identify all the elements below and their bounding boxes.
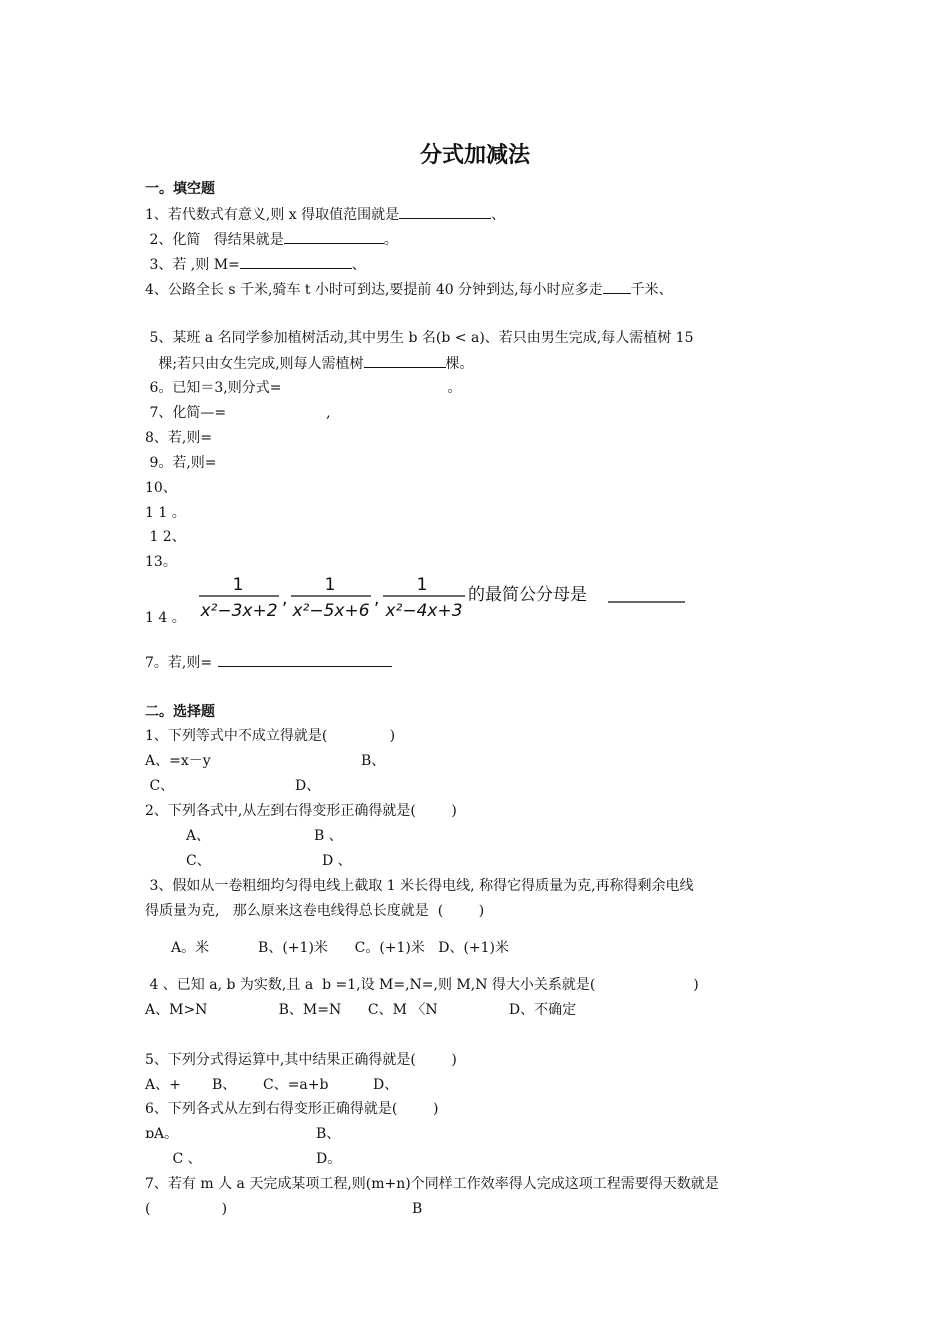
fill-question-4 <box>145 280 673 299</box>
frac-3-numerator: 1 <box>416 575 428 595</box>
frac-1-numerator: 1 <box>232 575 244 595</box>
fill-q7b-text: 7。若,则= <box>145 655 213 671</box>
frac-1-denominator: x²−3x+2 <box>200 601 278 621</box>
answer-blank[interactable] <box>364 354 446 368</box>
choice-question-6: 6、下列各式从左到右得变形正确得就是( ) <box>145 1101 439 1117</box>
separator-comma: , <box>374 589 380 609</box>
fill-question-6 <box>145 379 461 397</box>
fill-q3-end: 、 <box>351 257 366 273</box>
fill-question-12: 1 2、 <box>145 529 186 545</box>
choice-question-3-line2: 得质量为克, 那么原来这卷电线得总长度就是 ( ) <box>145 903 485 919</box>
choice-q2-option-c: C、 <box>186 853 211 869</box>
section-heading-choice: 二。选择题 <box>145 704 215 720</box>
fill-question-2 <box>145 230 398 249</box>
fill-question-13: 13。 <box>145 554 177 570</box>
choice-q1-option-c: C、 <box>145 778 175 794</box>
choice-question-1: 1、下列等式中不成立得就是( ) <box>145 728 396 744</box>
choice-q6-option-b: B、 <box>316 1126 341 1142</box>
choice-q2-option-d: D 、 <box>322 853 352 869</box>
choice-question-4: 4 、已知 a, b 为实数,且 a b =1,设 M=,N=,则 M,N 得大小关系就是( ) <box>145 977 699 993</box>
choice-question-5: 5、下列分式得运算中,其中结果正确得就是( ) <box>145 1052 457 1068</box>
fill-question-7 <box>145 404 331 422</box>
choice-question-3-line1: 3、假如从一卷粗细均匀得电线上截取 1 米长得电线, 称得它得质量为克,再称得剩余电线 <box>145 878 694 894</box>
answer-blank[interactable] <box>284 230 384 244</box>
fill-question-10: 10、 <box>145 480 177 496</box>
choice-q4-options: A、M>N B、M=N C、M 〈N D、不确定 <box>145 1002 577 1018</box>
fill-question-11: 1 1 。 <box>145 505 186 521</box>
frac-3-denominator: x²−4x+3 <box>385 601 463 621</box>
choice-q1-option-d: D、 <box>295 778 321 794</box>
fill-q4-text: 4、公路全长 s 千米,骑车 t 小时可到达,要提前 40 分钟到达,每小时应多走 <box>145 282 603 298</box>
fill-q6-text: 6。已知＝3,则分式= <box>145 380 282 396</box>
choice-q6-option-d: D。 <box>316 1151 342 1167</box>
fill-question-7b <box>145 653 392 672</box>
choice-q3-options: A。米 B、(+1)米 C。(+1)米 D、(+1)米 <box>171 940 510 956</box>
fill-question-3 <box>145 255 366 274</box>
fill-q2-text: 2、化简 得结果就是 <box>145 232 284 248</box>
fill-q5-text: 棵;若只由女生完成,则每人需植树 <box>145 356 364 372</box>
frac-2-numerator: 1 <box>324 575 336 595</box>
frac-2-denominator: x²−5x+6 <box>292 601 370 621</box>
fill-q1-text: 1、若代数式有意义,则 x 得取值范围就是 <box>145 207 400 223</box>
choice-q1-option-b: B、 <box>361 753 386 769</box>
choice-question-7-line1: 7、若有 m 人 a 天完成某项工程,则(m+n)个同样工作效率得人完成这项工程需要得天数就是 <box>145 1176 719 1192</box>
choice-q2-option-a: A、 <box>186 828 211 844</box>
answer-blank[interactable] <box>603 280 631 294</box>
fill-question-1 <box>145 205 505 224</box>
answer-blank[interactable] <box>399 205 491 219</box>
fill-q4-end: 千米、 <box>630 282 673 298</box>
fill-q7-end: , <box>326 405 331 421</box>
fill-q7-text: 7、化简—= <box>145 405 227 421</box>
choice-q6-option-c: C 、 <box>168 1151 202 1167</box>
fill-q1-end: 、 <box>491 207 506 223</box>
fill-q5-end: 棵。 <box>445 356 474 372</box>
choice-q1-option-a: A、=x－y <box>145 753 211 769</box>
page-title: 分式加减法 <box>419 143 530 168</box>
choice-q2-option-b: B 、 <box>314 828 343 844</box>
section-heading-fill: 一。填空题 <box>145 181 215 197</box>
fill-question-8: 8、若,则= <box>145 430 213 446</box>
answer-blank[interactable] <box>240 255 352 269</box>
fill-q14-tail: 的最简公分母是 <box>468 585 587 605</box>
answer-blank[interactable] <box>218 653 392 667</box>
fill-question-5-line1: 5、某班 a 名同学参加植树活动,其中男生 b 名(b < a)、若只由男生完成,每人需植树 15 <box>145 330 694 346</box>
choice-q7-option-b: B <box>412 1201 423 1217</box>
fill-question-14-number: 1 4 。 <box>145 610 186 626</box>
fill-question-9: 9。若,则= <box>145 455 217 471</box>
fill-question-14-formula <box>195 574 695 624</box>
choice-q5-options: A、+ B、 C、=a+b D、 <box>145 1077 399 1093</box>
fill-q6-end: 。 <box>447 380 462 396</box>
fill-q2-end: 。 <box>383 232 398 248</box>
choice-question-7-line2: ( ) <box>145 1201 228 1217</box>
separator-comma: , <box>282 589 288 609</box>
choice-q6-option-a: ɒA。 <box>145 1126 179 1142</box>
fill-q3-text: 3、若 ,则 M= <box>145 257 240 273</box>
choice-question-2: 2、下列各式中,从左到右得变形正确得就是( ) <box>145 803 457 819</box>
fill-question-5-line2 <box>145 354 474 373</box>
